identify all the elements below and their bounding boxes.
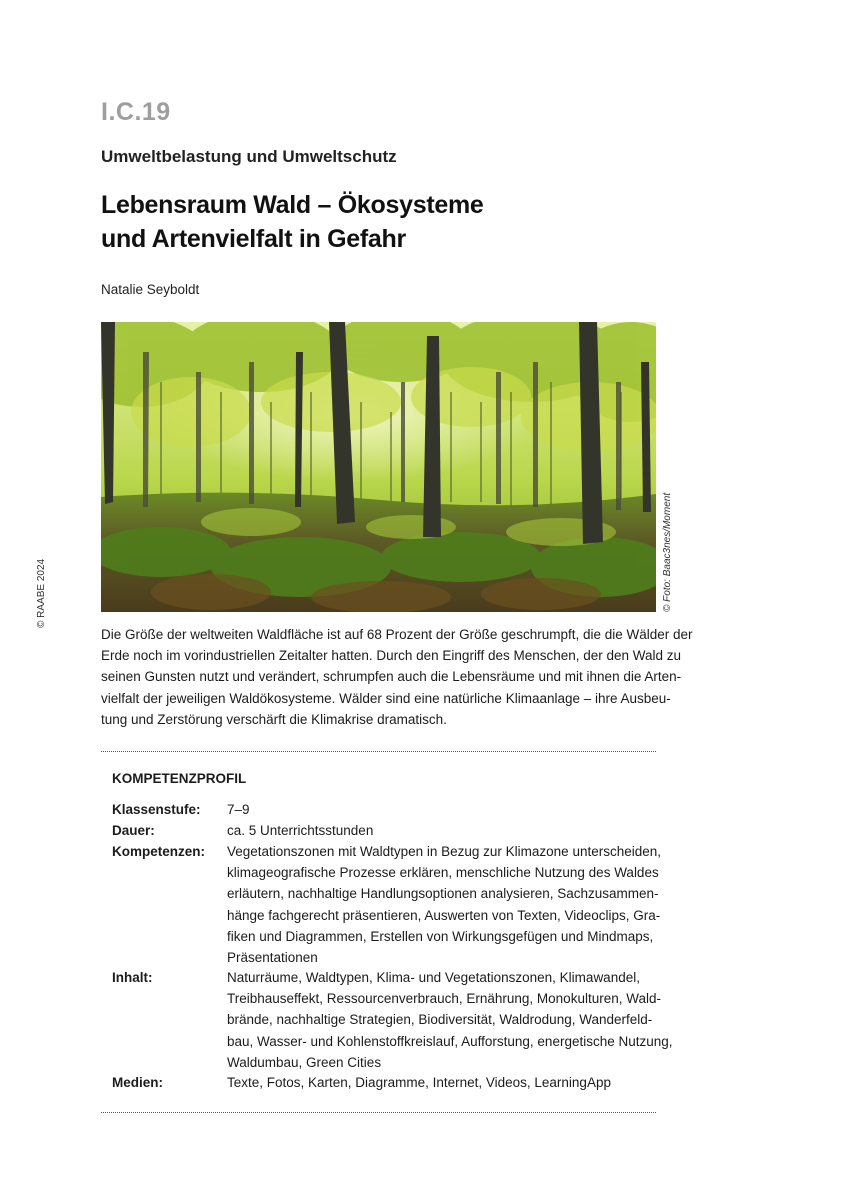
kompetenz-line: 7–9 bbox=[227, 802, 250, 817]
forest-photo bbox=[101, 322, 656, 612]
kompetenz-line: klimageografische Prozesse erklären, menschliche Nutzung des Waldes bbox=[227, 865, 659, 881]
kompetenz-line: erläutern, nachhaltige Handlungsoptionen analysieren, Sachzusammen- bbox=[227, 886, 659, 902]
kompetenz-label: Inhalt: bbox=[112, 970, 153, 985]
kompetenz-label: Medien: bbox=[112, 1075, 164, 1090]
kompetenz-value bbox=[227, 841, 667, 968]
kompetenz-line: Texte, Fotos, Karten, Diagramme, Internet, Videos, LearningApp bbox=[227, 1075, 611, 1090]
kompetenz-value bbox=[227, 820, 667, 841]
kompetenz-label: Kompetenzen: bbox=[112, 844, 206, 859]
kompetenz-line: ca. 5 Unterrichtsstunden bbox=[227, 823, 374, 838]
intro-line: Die Größe der weltweiten Waldfläche ist auf 68 Prozent der Größe geschrumpft, die die Wälder der bbox=[101, 627, 693, 642]
kompetenz-heading: KOMPETENZPROFIL bbox=[112, 771, 247, 786]
kompetenz-line: Treibhauseffekt, Ressourcenverbrauch, Ernährung, Monokulturen, Wald- bbox=[227, 991, 661, 1007]
page-title bbox=[101, 188, 701, 256]
kompetenz-line: Waldumbau, Green Cities bbox=[227, 1054, 382, 1070]
module-code: I.C.19 bbox=[101, 98, 171, 126]
title-line-2: und Artenvielfalt in Gefahr bbox=[101, 225, 406, 253]
kompetenz-line: fiken und Diagrammen, Erstellen von Wirkungsgefügen und Mindmaps, bbox=[227, 928, 654, 944]
intro-line: seinen Gunsten nutzt und verändert, schrumpfen auch die Lebensräume und mit ihnen die Arten- bbox=[101, 669, 682, 685]
subject-heading: Umweltbelastung und Umweltschutz bbox=[101, 147, 397, 166]
forest-photo-illustration bbox=[101, 322, 656, 612]
dotted-divider-bottom bbox=[101, 1112, 656, 1113]
kompetenz-line: hänge fachgerecht präsentieren, Auswerten von Texten, Videoclips, Gra- bbox=[227, 907, 661, 923]
kompetenz-line: brände, nachhaltige Strategien, Biodiversität, Waldrodung, Wanderfeld- bbox=[227, 1012, 653, 1028]
author-name: Natalie Seyboldt bbox=[101, 282, 200, 297]
kompetenz-label: Dauer: bbox=[112, 823, 155, 838]
intro-line: tung und Zerstörung verschärft die Klimakrise dramatisch. bbox=[101, 711, 447, 727]
copyright-notice: © RAABE 2024 bbox=[36, 558, 47, 628]
kompetenz-line: Naturräume, Waldtypen, Klima- und Vegetationszonen, Klimawandel, bbox=[227, 970, 640, 985]
title-line-1: Lebensraum Wald – Ökosysteme bbox=[101, 191, 484, 219]
photo-credit: © Foto: Baac3nes/Moment bbox=[662, 492, 673, 612]
kompetenz-line: Präsentationen bbox=[227, 950, 318, 966]
kompetenz-value bbox=[227, 967, 673, 1073]
intro-line: Erde noch im vorindustriellen Zeitalter hatten. Durch den Eingriff des Menschen, der den Wald zu bbox=[101, 648, 682, 664]
kompetenz-value bbox=[227, 799, 667, 820]
kompetenz-value bbox=[227, 1072, 667, 1093]
intro-line: vielfalt der jeweiligen Waldökosysteme. Wälder sind eine natürliche Klimaanlage – ihre Ausbeu- bbox=[101, 690, 671, 706]
dotted-divider-top bbox=[101, 751, 656, 752]
kompetenz-line: Vegetationszonen mit Waldtypen in Bezug zur Klimazone unterscheiden, bbox=[227, 844, 662, 859]
kompetenz-label: Klassenstufe: bbox=[112, 802, 201, 817]
intro-paragraph bbox=[101, 624, 693, 730]
kompetenz-line: bau, Wasser- und Kohlenstoffkreislauf, Aufforstung, energetische Nutzung, bbox=[227, 1033, 673, 1049]
